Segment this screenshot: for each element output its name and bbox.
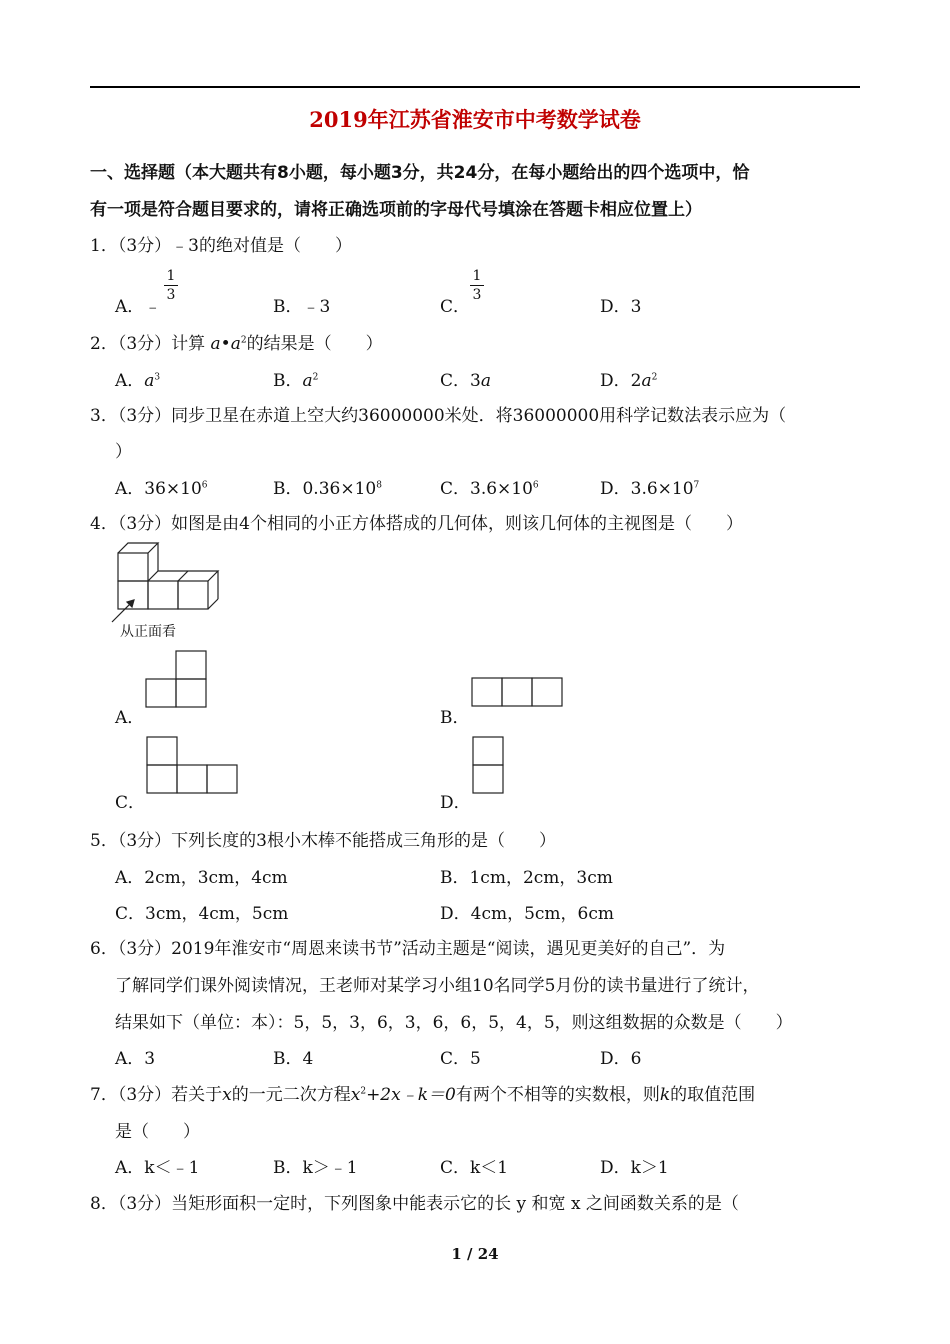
fraction-bar — [470, 285, 484, 286]
q6-stem-line2: 了解同学们课外阅读情况，王老师对某学习小组10名同学5月份的读书量进行了统计， — [115, 976, 760, 996]
q1-c-denominator: 3 — [472, 287, 482, 303]
q6-option-c: C．5 — [440, 1049, 481, 1069]
q1-a-numerator: 1 — [166, 268, 176, 284]
q4-figure-caption: 从正面看 — [120, 624, 176, 640]
q1-stem: 1．（3分）﹣3的绝对值是（ ） — [90, 236, 352, 256]
q6-stem-line3: 结果如下（单位：本）：5，5，3，6，3，6，6，5，4，5，则这组数据的众数是（ ） — [115, 1013, 793, 1033]
q2-option-b: B．$a^2$ — [273, 371, 319, 391]
q6-option-a: A．3 — [115, 1049, 156, 1069]
q1-option-b: B．﹣3 — [273, 297, 331, 317]
q7-option-a: A．k＜﹣1 — [115, 1158, 200, 1178]
q1-a-denominator: 3 — [166, 287, 176, 303]
top-rule — [90, 86, 860, 88]
q5-option-d: D．4cm，5cm，6cm — [440, 904, 615, 924]
q4-option-c-label: C． — [115, 793, 146, 813]
page-number: 1 / 24 — [451, 1245, 499, 1263]
q4-option-c-figure — [146, 736, 240, 796]
q4-option-a-figure — [145, 650, 209, 710]
q3-option-d: D．$3.6\times 10^7$ — [600, 479, 700, 499]
q1-c-numerator: 1 — [472, 268, 482, 284]
q3-stem-cont: ） — [115, 442, 132, 462]
q7-option-d: D．k＞1 — [600, 1158, 669, 1178]
q3-stem: 3．（3分）同步卫星在赤道上空大约36000000米处．将36000000用科学记数法表示应为（ — [90, 406, 787, 426]
q6-option-d: D．6 — [600, 1049, 642, 1069]
q4-stem: 4．（3分）如图是由4个相同的小正方体搭成的几何体，则该几何体的主视图是（ ） — [90, 514, 743, 534]
q3-option-a: A．$36\times 10^6$ — [115, 479, 208, 499]
section-heading-line2: 有一项是符合题目要求的，请将正确选项前的字母代号填涂在答题卡相应位置上） — [90, 200, 702, 220]
q8-stem: 8．（3分）当矩形面积一定时，下列图象中能表示它的长 y 和宽 x 之间函数关系的是（ — [90, 1194, 739, 1214]
fraction-bar — [164, 285, 178, 286]
q4-solid-figure — [110, 538, 230, 628]
q2-option-d: D．$2a^2$ — [600, 371, 658, 391]
q2-option-c: C．3a — [440, 371, 491, 391]
q7-stem-line1: 7．（3分）若关于x的一元二次方程$x^2+2x﹣k=0$有两个不相等的实数根，则k的取值范围 — [90, 1085, 756, 1105]
q7-stem-line2: 是（ ） — [115, 1122, 200, 1142]
q4-option-b-figure — [471, 677, 565, 709]
q2-option-a: A．$a^3$ — [115, 371, 161, 391]
q5-option-b: B．1cm，2cm，3cm — [440, 868, 613, 888]
q6-stem-line1: 6．（3分）2019年淮安市“周恩来读书节”活动主题是“阅读，遇见更美好的自己”．为 — [90, 939, 726, 959]
q5-option-a: A．2cm，3cm，4cm — [115, 868, 288, 888]
q1-option-c-label: C． — [440, 297, 471, 317]
q3-option-c: C．$3.6\times 10^6$ — [440, 479, 539, 499]
q7-option-b: B．k＞﹣1 — [273, 1158, 358, 1178]
q6-option-b: B．4 — [273, 1049, 314, 1069]
q4-option-a-label: A． — [115, 708, 145, 728]
q4-option-d-label: D． — [440, 793, 471, 813]
q3-option-b: B．$0.36\times 10^8$ — [273, 479, 382, 499]
q7-option-c: C．k＜1 — [440, 1158, 509, 1178]
page-title: 2019年江苏省淮安市中考数学试卷 — [309, 107, 641, 132]
q4-option-b-label: B． — [440, 708, 470, 728]
q1-option-c-fraction — [470, 268, 484, 303]
q1-option-a-label: A．﹣ — [115, 297, 162, 317]
q4-option-d-figure — [472, 736, 506, 796]
q5-option-c: C．3cm，4cm，5cm — [115, 904, 289, 924]
q2-stem: 2．（3分）计算 $a•a^2$的结果是（ ） — [90, 334, 383, 354]
q5-stem: 5．（3分）下列长度的3根小木棒不能搭成三角形的是（ ） — [90, 831, 556, 851]
q1-option-d: D．3 — [600, 297, 642, 317]
q1-option-a-fraction — [164, 268, 178, 303]
section-heading-line1: 一、选择题（本大题共有8小题，每小题3分，共24分，在每小题给出的四个选项中，恰 — [90, 163, 750, 183]
